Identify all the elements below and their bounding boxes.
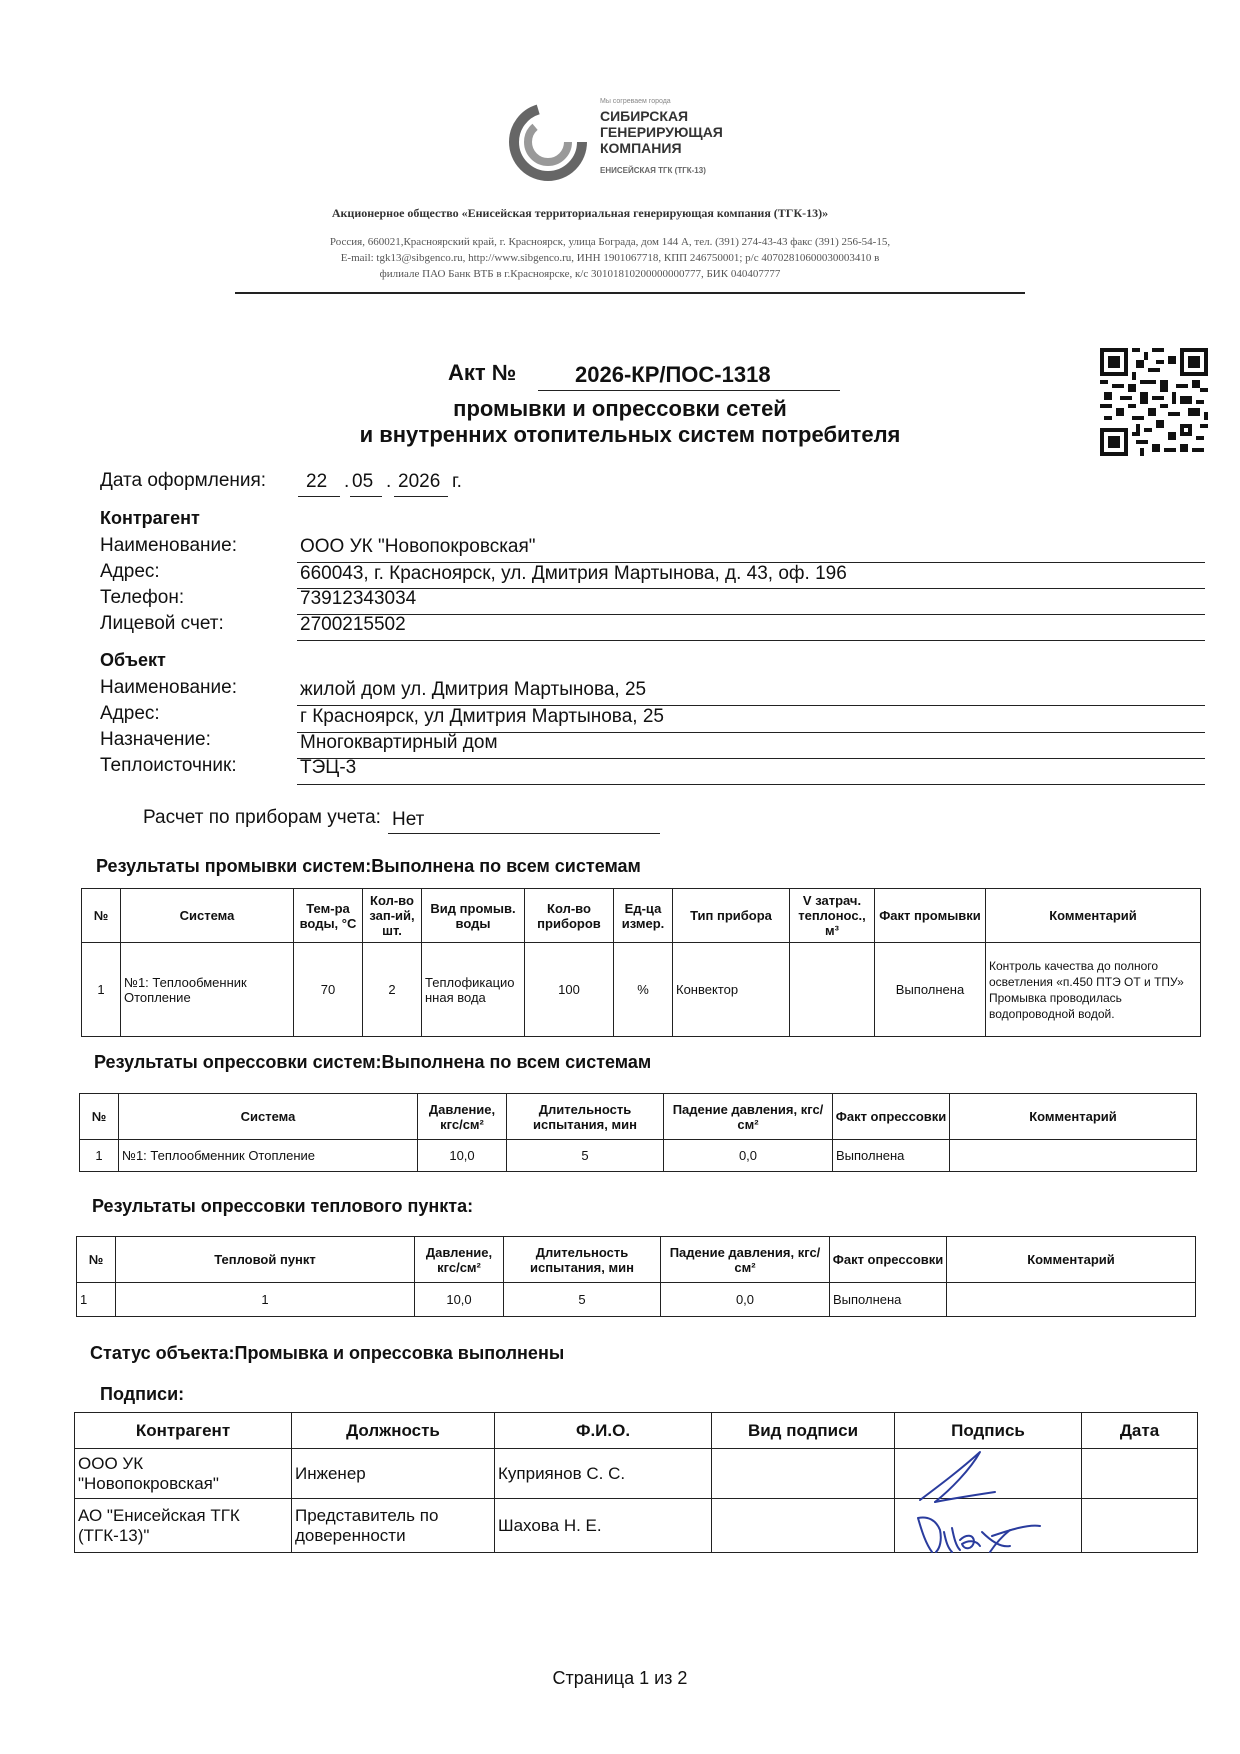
heat-point-row-point: 1 (116, 1283, 415, 1317)
pressure-col-fact: Факт опрессовки (833, 1094, 950, 1140)
date-year: 2026 (398, 471, 441, 492)
flushing-row-unit: % (614, 943, 673, 1037)
heat-point-row-duration: 5 (504, 1283, 661, 1317)
heat-point-heading: Результаты опрессовки теплового пункта: (92, 1196, 474, 1216)
date-day: 22 (306, 471, 328, 492)
object-name-label: Наименование: (100, 677, 237, 698)
logo-line-2: ГЕНЕРИРУЮЩАЯ (600, 124, 723, 140)
sig-row-2-date (1082, 1499, 1198, 1553)
org-address-2: E-mail: tgk13@sibgenco.ru, http://www.sibgenco.ru, ИНН 1901067718, КПП 246750001; р/с 40702810600030003410 в (340, 252, 880, 264)
org-address-3: филиале ПАО Банк ВТБ в г.Красноярске, к/с 30101810200000000777, БИК 040407777 (379, 268, 781, 280)
flushing-row-water: Теплофикационная вода (422, 943, 525, 1037)
pressure-table (79, 1093, 1197, 1172)
sig-row-1-date (1082, 1449, 1198, 1499)
date-year-underline (394, 496, 448, 497)
pressure-row-duration: 5 (507, 1140, 664, 1172)
qr-code (1100, 348, 1208, 456)
date-day-underline (298, 496, 340, 497)
date-dot-1: . (344, 471, 350, 492)
pressure-row-num: 1 (80, 1140, 119, 1172)
pressure-col-system: Система (119, 1094, 418, 1140)
object-heading: Объект (100, 650, 166, 670)
heat-point-table (76, 1236, 1196, 1317)
sig-row-1-party: ООО УК "Новопокровская" (75, 1449, 292, 1499)
org-address-1: Россия, 660021,Красноярский край, г. Красноярск, улица Бограда, дом 144 А, тел. (391) 274-43-43 факс (391) 256-54-15, (329, 236, 891, 248)
flushing-col-fact: Факт промывки (875, 889, 986, 943)
metering-label: Расчет по приборам учета: (143, 807, 381, 828)
flushing-row-comment: Контроль качества до полного осветления «п.450 ПТЭ ОТ и ТПУ» Промывка проводилась водопроводной водой. (986, 943, 1201, 1037)
flushing-row-fact: Выполнена (875, 943, 986, 1037)
heat-point-col-duration: Длительность испытания, мин (504, 1237, 661, 1283)
heat-point-col-fact: Факт опрессовки (830, 1237, 947, 1283)
heat-point-row-drop: 0,0 (661, 1283, 830, 1317)
logo-line-1: СИБИРСКАЯ (600, 108, 689, 124)
flushing-table (81, 888, 1201, 1037)
flushing-col-system: Система (121, 889, 294, 943)
heat-point-row-num: 1 (77, 1283, 116, 1317)
org-name: Акционерное общество «Енисейская территориальная генерирующая компания (ТГК-13)» (331, 206, 829, 220)
pressure-row-comment (950, 1140, 1197, 1172)
sig-row-1-type (712, 1449, 895, 1499)
act-number-underline (538, 390, 840, 391)
signatures-heading: Подписи: (100, 1384, 185, 1404)
object-status: Статус объекта:Промывка и опрессовка выполнены (90, 1343, 565, 1363)
flushing-row (82, 943, 1201, 1037)
flushing-row-temp: 70 (294, 943, 363, 1037)
object-name: жилой дом ул. Дмитрия Мартынова, 25 (300, 679, 647, 700)
sig-col-type: Вид подписи (712, 1413, 895, 1449)
sig-col-fio: Ф.И.О. (495, 1413, 712, 1449)
pressure-col-pressure: Давление, кгс/см² (418, 1094, 507, 1140)
counterparty-phone-underline (297, 614, 1205, 615)
flushing-col-water: Вид промыв. воды (422, 889, 525, 943)
page-number: Страница 1 из 2 (552, 1668, 688, 1688)
sig-col-date: Дата (1082, 1413, 1198, 1449)
heat-point-row-pressure: 10,0 (415, 1283, 504, 1317)
act-number: 2026-КР/ПОС-1318 (575, 362, 771, 387)
flushing-row-volume (790, 943, 875, 1037)
counterparty-account-underline (297, 640, 1205, 641)
date-month: 05 (352, 471, 374, 492)
flushing-col-num: № (82, 889, 121, 943)
flushing-col-volume: V затрач. теплонос., м³ (790, 889, 875, 943)
flushing-col-unit: Ед-ца измер. (614, 889, 673, 943)
flushing-row-devices: 100 (525, 943, 614, 1037)
counterparty-name: ООО УК "Новопокровская" (300, 536, 536, 557)
pressure-row-pressure: 10,0 (418, 1140, 507, 1172)
flushing-row-device-type: Конвектор (673, 943, 790, 1037)
date-dot-2: . (386, 471, 392, 492)
object-address: г Красноярск, ул Дмитрия Мартынова, 25 (300, 706, 664, 727)
metering-value: Нет (392, 809, 425, 830)
heat-point-col-drop: Падение давления, кгс/см² (661, 1237, 830, 1283)
flushing-col-temp: Тем-ра воды, °С (294, 889, 363, 943)
object-purpose: Многоквартирный дом (300, 732, 498, 753)
date-suffix: г. (452, 471, 462, 492)
letterhead-rule (235, 292, 1025, 294)
counterparty-name-label: Наименование: (100, 535, 237, 556)
sig-col-party: Контрагент (75, 1413, 292, 1449)
object-source-label: Теплоисточник: (100, 755, 237, 776)
flushing-col-device-type: Тип прибора (673, 889, 790, 943)
flushing-row-system: №1: Теплообменник Отопление (121, 943, 294, 1037)
act-title-prefix: Акт № (448, 360, 517, 385)
pressure-row (80, 1140, 1197, 1172)
counterparty-address: 660043, г. Красноярск, ул. Дмитрия Мартынова, д. 43, оф. 196 (300, 563, 847, 584)
flushing-row-count: 2 (363, 943, 422, 1037)
sig-row-1-fio: Куприянов С. С. (495, 1449, 712, 1499)
object-source: ТЭЦ-3 (300, 757, 357, 778)
pressure-col-duration: Длительность испытания, мин (507, 1094, 664, 1140)
flushing-col-devices: Кол-во приборов (525, 889, 614, 943)
object-purpose-label: Назначение: (100, 729, 211, 750)
pressure-row-system: №1: Теплообменник Отопление (119, 1140, 418, 1172)
flushing-row-num: 1 (82, 943, 121, 1037)
flushing-heading: Результаты промывки систем:Выполнена по всем системам (96, 856, 641, 876)
heat-point-row-fact: Выполнена (830, 1283, 947, 1317)
act-title-line3: и внутренних отопительных систем потребителя (359, 422, 901, 447)
company-logo-icon (508, 102, 588, 182)
object-purpose-underline (297, 758, 1205, 759)
date-month-underline (350, 496, 382, 497)
heat-point-col-point: Тепловой пункт (116, 1237, 415, 1283)
pressure-row-fact: Выполнена (833, 1140, 950, 1172)
heat-point-col-pressure: Давление, кгс/см² (415, 1237, 504, 1283)
counterparty-phone-label: Телефон: (100, 587, 185, 608)
flushing-col-comment: Комментарий (986, 889, 1201, 943)
pressure-heading: Результаты опрессовки систем:Выполнена по всем системам (94, 1052, 652, 1072)
logo-subtitle: ЕНИСЕЙСКАЯ ТГК (ТГК-13) (600, 166, 706, 175)
counterparty-account-label: Лицевой счет: (100, 613, 224, 634)
date-label: Дата оформления: (100, 470, 267, 491)
handwritten-signature (900, 1440, 1060, 1560)
heat-point-row-comment (947, 1283, 1196, 1317)
sig-row-2-party: АО "Енисейская ТГК (ТГК-13)" (75, 1499, 292, 1553)
company-logo (508, 96, 768, 191)
sig-col-signature: Подпись (895, 1413, 1082, 1449)
pressure-col-num: № (80, 1094, 119, 1140)
act-title-line2: промывки и опрессовки сетей (453, 396, 787, 421)
flushing-col-count: Кол-во зап-ий, шт. (363, 889, 422, 943)
heat-point-col-num: № (77, 1237, 116, 1283)
counterparty-account: 2700215502 (300, 614, 406, 635)
sig-col-position: Должность (292, 1413, 495, 1449)
pressure-row-drop: 0,0 (664, 1140, 833, 1172)
object-address-label: Адрес: (100, 703, 160, 724)
heat-point-row (77, 1283, 1196, 1317)
heat-point-col-comment: Комментарий (947, 1237, 1196, 1283)
logo-tagline: Мы согреваем города (600, 98, 671, 105)
object-source-underline (297, 784, 1205, 785)
counterparty-phone: 73912343034 (300, 588, 417, 609)
logo-line-3: КОМПАНИЯ (600, 140, 682, 156)
counterparty-address-label: Адрес: (100, 561, 160, 582)
pressure-col-drop: Падение давления, кгс/см² (664, 1094, 833, 1140)
sig-row-2-fio: Шахова Н. Е. (495, 1499, 712, 1553)
counterparty-address-underline (297, 588, 1205, 589)
sig-row-2-type (712, 1499, 895, 1553)
metering-underline (388, 833, 660, 834)
counterparty-heading: Контрагент (100, 508, 200, 528)
pressure-col-comment: Комментарий (950, 1094, 1197, 1140)
sig-row-2-position: Представитель по доверенности (292, 1499, 495, 1553)
sig-row-1-position: Инженер (292, 1449, 495, 1499)
